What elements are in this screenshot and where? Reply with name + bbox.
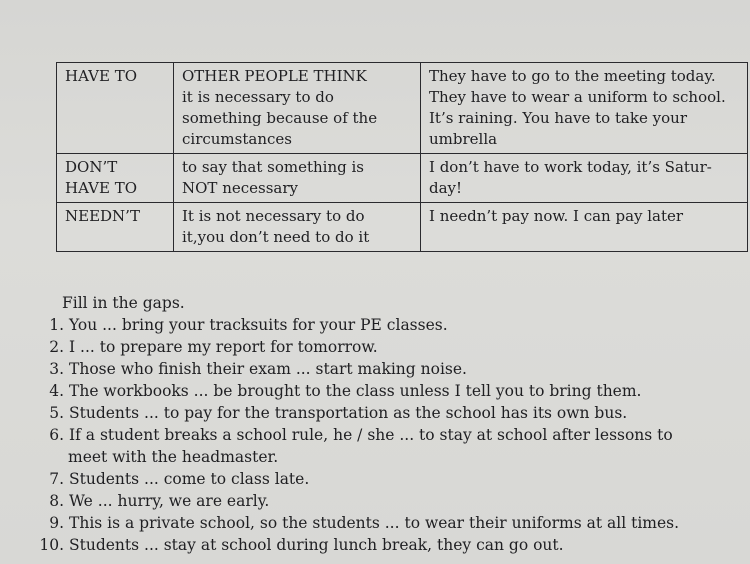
item-number: 3. — [49, 360, 64, 378]
item-text: Those who finish their exam ... start making noise. — [69, 360, 467, 378]
list-item — [0, 402, 750, 424]
list-item — [0, 424, 750, 446]
example-line: It’s raining. You have to take your — [429, 109, 688, 127]
item-number: 9. — [49, 514, 64, 532]
example-line: They have to wear a uniform to school. — [429, 88, 726, 106]
item-text: If a student breaks a school rule, he / she ... to stay at school after lessons to — [69, 426, 673, 444]
item-text: Students ... come to class late. — [69, 470, 310, 488]
list-item — [0, 534, 750, 556]
item-number: 7. — [49, 470, 64, 488]
meaning-line: it is necessary to do — [182, 88, 334, 106]
item-text: We ... hurry, we are early. — [69, 492, 270, 510]
list-item — [0, 336, 750, 358]
term-text: HAVE TO — [65, 67, 138, 85]
meaning-line: something because of the — [182, 109, 378, 127]
list-item — [0, 468, 750, 490]
item-number: 1. — [49, 316, 64, 334]
list-item — [0, 358, 750, 380]
example-line: I don’t have to work today, it’s Satur- — [429, 158, 712, 176]
meaning-cell — [174, 154, 421, 203]
meaning-line: It is not necessary to do — [182, 207, 365, 225]
item-text-continued: meet with the headmaster. — [68, 448, 279, 466]
exercise — [0, 292, 750, 556]
item-text: This is a private school, so the students ... to wear their uniforms at all times. — [69, 514, 680, 532]
grammar-table — [56, 62, 748, 252]
meaning-cell — [174, 203, 421, 252]
item-number: 2. — [49, 338, 64, 356]
list-item — [0, 512, 750, 534]
term-cell — [57, 203, 174, 252]
item-text: I ... to prepare my report for tomorrow. — [69, 338, 378, 356]
item-number: 5. — [49, 404, 64, 422]
meaning-line: it,you don’t need to do it — [182, 228, 370, 246]
list-item — [0, 314, 750, 336]
table-row — [57, 63, 748, 154]
examples-cell — [421, 203, 748, 252]
example-line: day! — [429, 179, 463, 197]
list-item — [0, 380, 750, 402]
item-text: Students ... stay at school during lunch break, they can go out. — [69, 536, 564, 554]
item-number: 6. — [49, 426, 64, 444]
examples-cell — [421, 154, 748, 203]
examples-cell — [421, 63, 748, 154]
table-row — [57, 154, 748, 203]
term-text: NEEDN’T — [65, 207, 140, 225]
meaning-line: to say that something is — [182, 158, 364, 176]
exercise-heading: Fill in the gaps. — [62, 294, 185, 312]
meaning-cell — [174, 63, 421, 154]
example-line: They have to go to the meeting today. — [429, 67, 716, 85]
term-cell — [57, 154, 174, 203]
meaning-heading: OTHER PEOPLE THINK — [182, 67, 367, 85]
table-row — [57, 203, 748, 252]
meaning-line: NOT necessary — [182, 179, 298, 197]
item-number: 4. — [49, 382, 64, 400]
list-item — [0, 490, 750, 512]
term-cell — [57, 63, 174, 154]
meaning-line: circumstances — [182, 130, 292, 148]
term-text: HAVE TO — [65, 179, 138, 197]
item-number: 8. — [49, 492, 64, 510]
example-line: umbrella — [429, 130, 498, 148]
term-text: DON’T — [65, 158, 118, 176]
item-text: Students ... to pay for the transportation as the school has its own bus. — [69, 404, 628, 422]
item-number: 10. — [39, 536, 64, 554]
item-text: You ... bring your tracksuits for your PE classes. — [69, 316, 448, 334]
item-text: The workbooks ... be brought to the class unless I tell you to bring them. — [69, 382, 642, 400]
example-line: I needn’t pay now. I can pay later — [429, 207, 684, 225]
